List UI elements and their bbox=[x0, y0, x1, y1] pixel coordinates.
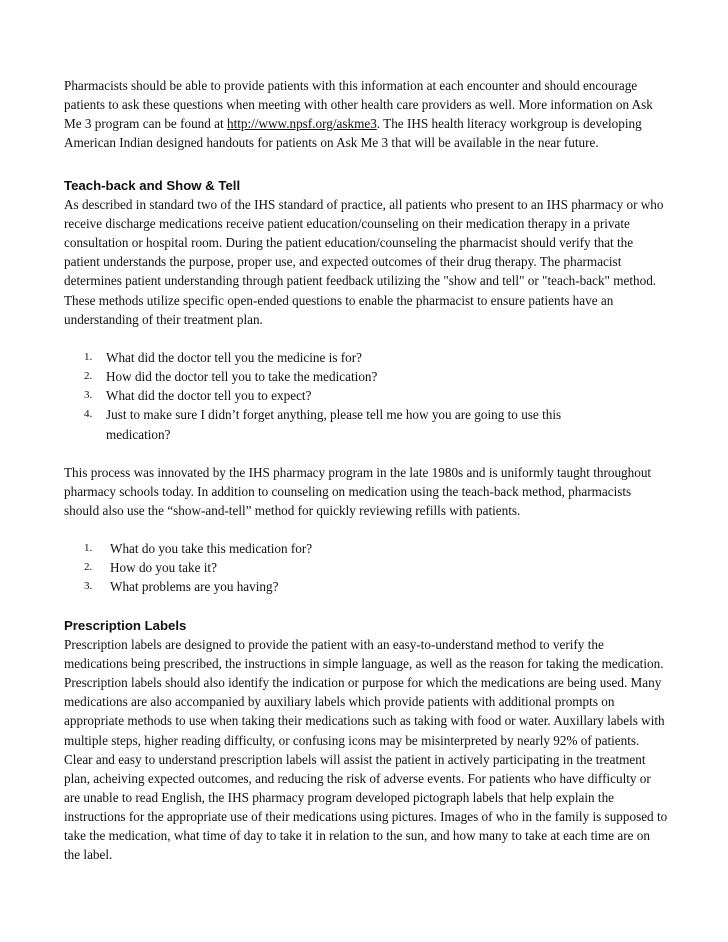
list-item-text: What do you take this medication for? bbox=[110, 541, 313, 557]
list-item bbox=[64, 405, 668, 443]
list-number: 3. bbox=[84, 580, 93, 593]
teach-back-paragraph: As described in standard two of the IHS standard of practice, all patients who present to an IHS pharmacy or who receive discharge medications receive patient education/counseling on their medication therapy in a private consultation or hospital room. During the patient education/counseling the pharmacist should verify that the patient understands the purpose, proper use, and expected outcomes of their drug therapy. The pharmacist determines patient understanding through patient feedback utilizing the "show and tell" or "teach-back" method. These methods utilize specific open-ended questions to enable the pharmacist to ensure patients have an understanding of their treatment plan. bbox=[64, 196, 664, 327]
list-number: 3. bbox=[84, 389, 93, 402]
list-item-text: How did the doctor tell you to take the medication? bbox=[106, 369, 378, 385]
show-tell-question-list bbox=[64, 539, 668, 596]
list-number: 1. bbox=[84, 542, 93, 555]
list-item bbox=[64, 386, 668, 405]
list-item bbox=[64, 539, 668, 558]
list-number: 4. bbox=[84, 408, 93, 421]
list-number: 2. bbox=[84, 370, 93, 383]
intro-paragraph bbox=[64, 76, 668, 153]
list-item-text: What did the doctor tell you the medicine is for? bbox=[106, 349, 362, 365]
document-page bbox=[64, 76, 668, 865]
teach-back-question-list bbox=[64, 348, 668, 444]
list-item-text: What did the doctor tell you to expect? bbox=[106, 388, 312, 404]
prescription-labels-heading: Prescription Labels bbox=[64, 617, 187, 633]
intro-text-before-link: Pharmacists should be able to provide patients with this information at each encounter and should encourage patients to ask these questions when meeting with other health care providers as well. More information on Ask Me 3 program can be found at bbox=[64, 78, 653, 132]
list-item-text: Just to make sure I didn’t forget anything, please tell me how you are going to use this medication? bbox=[106, 407, 562, 442]
list-item bbox=[64, 348, 668, 367]
list-number: 2. bbox=[84, 561, 93, 574]
list-item bbox=[64, 367, 668, 386]
intro-text-after-link: . The IHS health literacy workgroup is developing American Indian designed handouts for patients on Ask Me 3 that will be available in the near future. bbox=[64, 116, 642, 151]
list-item bbox=[64, 558, 668, 577]
list-item-text: How do you take it? bbox=[110, 560, 217, 576]
list-item bbox=[64, 577, 668, 596]
askme3-link[interactable]: http://www.npsf.org/askme3 bbox=[226, 116, 377, 132]
teach-back-heading: Teach-back and Show & Tell bbox=[64, 177, 241, 193]
list-number: 1. bbox=[84, 350, 93, 363]
list-item-text: What problems are you having? bbox=[110, 579, 279, 595]
prescription-labels-paragraph: Prescription labels are designed to provide the patient with an easy-to-understand method to verify the medications being prescribed, the instructions in simple language, as well as the reason for taking the medication. Prescription labels should also identify the indication or purpose for which the medications are being used. Many medications are also accompanied by auxiliary labels which provide patients with additional prompts on appropriate methods to use when taking their medications such as taking with food or water. Auxillary labels with multiple steps, higher reading difficulty, or confusing icons may be misinterpreted by nearly 92% of patients. Clear and easy to understand prescription labels will assist the patient in actively participating in the treatment plan, acheiving expected outcomes, and reducing the risk of adverse events. For patients who have difficulty or are unable to read English, the IHS pharmacy program developed pictograph labels that help explain the instructions for the appropriate use of their medications using pictures. Images of who in the family is supposed to take the medication, what time of day to take it in relation to the sun, and how many to take at each time are on the label. bbox=[64, 636, 668, 863]
process-paragraph: This process was innovated by the IHS pharmacy program in the late 1980s and is uniformly taught throughout pharmacy schools today. In addition to counseling on medication using the teach-back method, pharmacists should also use the “show-and-tell” method for quickly reviewing refills with patients. bbox=[64, 464, 652, 518]
